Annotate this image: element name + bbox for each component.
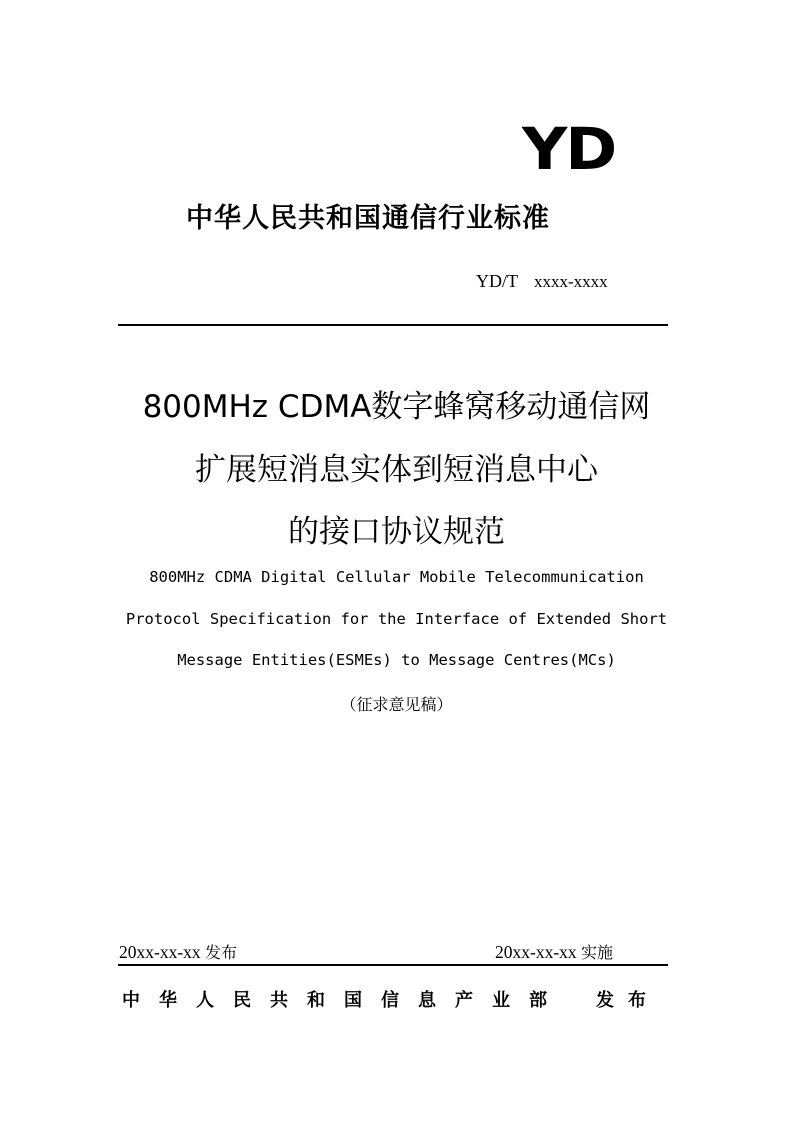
effective-date: 20xx-xx-xx — [495, 942, 577, 962]
title-en-line-2: Protocol Specification for the Interface of Extended Short — [125, 610, 668, 628]
top-divider — [118, 324, 668, 326]
org-title: 中华人民共和国通信行业标准 — [186, 203, 550, 234]
bottom-divider — [118, 964, 668, 966]
publish-word: 发布 — [596, 990, 660, 1011]
effective-date-block — [495, 940, 613, 963]
publisher: 中华人民共和国信息产业部 — [122, 990, 566, 1011]
issue-label: 发布 — [205, 943, 238, 962]
issue-date: 20xx-xx-xx — [119, 942, 201, 962]
title-zh-line-2: 扩展短消息实体到短消息中心 — [195, 452, 598, 488]
title-zh-line-1: 800MHz CDMA数字蜂窝移动通信网 — [142, 389, 651, 425]
title-en-line-1: 800MHz CDMA Digital Cellular Mobile Telecommunication — [149, 568, 644, 586]
standard-code-number: xxxx-xxxx — [534, 272, 608, 291]
draft-note: （征求意见稿） — [340, 695, 453, 714]
effective-label: 实施 — [581, 943, 614, 962]
issue-date-block — [119, 940, 237, 963]
standard-code — [476, 271, 608, 292]
title-zh-line-3: 的接口协议规范 — [288, 514, 505, 550]
title-en-line-3: Message Entities(ESMEs) to Message Centres(MCs) — [177, 651, 616, 669]
yd-logo: YD — [522, 115, 616, 183]
standard-code-prefix: YD/T — [476, 271, 518, 291]
